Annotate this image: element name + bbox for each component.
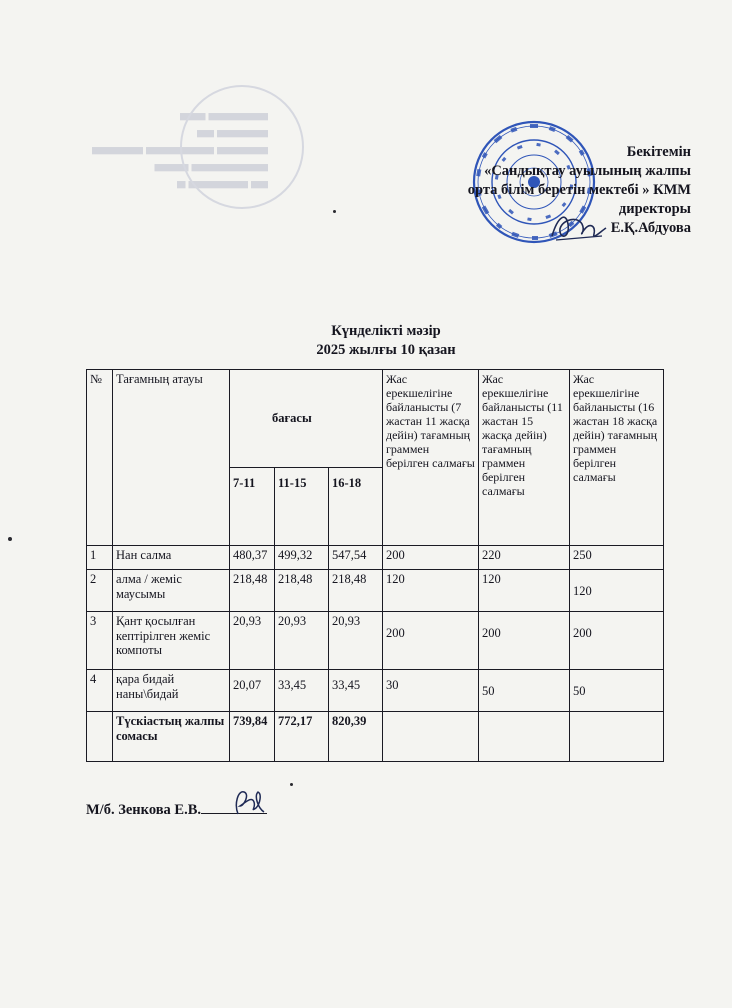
row-weight-11-15: 120 [479, 570, 570, 612]
header-number: № [87, 370, 113, 546]
row-weight-7-11: 30 [383, 670, 479, 712]
header-food-name: Тағамның атауы [113, 370, 230, 546]
total-price-11-15: 772,17 [275, 712, 329, 762]
row-weight-16-18: 50 [570, 670, 664, 712]
total-price-16-18: 820,39 [329, 712, 383, 762]
table-row [87, 670, 664, 712]
row-price-11-15: 218,48 [275, 570, 329, 612]
row-weight-7-11: 200 [383, 546, 479, 570]
header-weight-16-18: Жас ерекшелігіне байланысты (16 жастан 18 жасқа дейін) тағамның граммен берілген салмағы [570, 370, 664, 546]
row-weight-11-15: 50 [479, 670, 570, 712]
row-price-7-11: 218,48 [230, 570, 275, 612]
approval-block [468, 143, 691, 238]
row-price-11-15: 499,32 [275, 546, 329, 570]
bleed-through-text: ▀▀▀▀▀▀▀ ▀▀▀ ▀▀▀▀▀▀ ▀▀ ▀▀▀▀▀▀ ▀▀▀▀▀▀▀▀ ▀▀▀▀▀▀ ▀▀▀▀▀▀▀▀▀ ▀▀▀▀ ▀▀ ▀▀▀▀▀▀▀ ▀ [92, 113, 269, 195]
row-weight-16-18: 250 [570, 546, 664, 570]
total-price-7-11: 739,84 [230, 712, 275, 762]
scan-speck [290, 783, 293, 786]
total-weight-empty [570, 712, 664, 762]
row-weight-11-15: 220 [479, 546, 570, 570]
scan-speck [333, 210, 336, 213]
row-weight-16-18: 200 [570, 612, 664, 670]
row-price-16-18: 547,54 [329, 546, 383, 570]
row-price-11-15: 33,45 [275, 670, 329, 712]
row-weight-7-11: 120 [383, 570, 479, 612]
row-number: 2 [87, 570, 113, 612]
row-food-name: алма / жеміс маусымы [113, 570, 230, 612]
header-weight-7-11: Жас ерекшелігіне байланысты (7 жастан 11 жасқа дейін) тағамның граммен берілген салмағы [383, 370, 479, 546]
header-weight-11-15: Жас ерекшелігіне байланысты (11 жастан 15 жасқа дейін) тағамның граммен берілген салмағы [479, 370, 570, 546]
total-label: Түскіастың жалпы сомасы [113, 712, 230, 762]
total-number-empty [87, 712, 113, 762]
row-number: 3 [87, 612, 113, 670]
approval-line-position: директоры [618, 201, 691, 217]
total-weight-empty [479, 712, 570, 762]
row-price-7-11: 480,37 [230, 546, 275, 570]
daily-menu-table [86, 369, 664, 762]
table-row [87, 570, 664, 612]
row-weight-11-15: 200 [479, 612, 570, 670]
row-price-16-18: 20,93 [329, 612, 383, 670]
header-price: бағасы [230, 370, 383, 468]
approval-line-approve: Бекітемін [626, 144, 691, 160]
approval-line-director-name: Е.Қ.Абдуова [610, 220, 691, 236]
subheader-price-16-18: 16-18 [329, 468, 383, 546]
row-food-name: Нан салма [113, 546, 230, 570]
bleed-through-circle [180, 85, 304, 209]
row-price-16-18: 218,48 [329, 570, 383, 612]
row-food-name: Қант қосылған кептірілген жеміс компоты [113, 612, 230, 670]
row-price-11-15: 20,93 [275, 612, 329, 670]
row-weight-16-18: 120 [570, 570, 664, 612]
scan-speck [8, 537, 12, 541]
subheader-price-11-15: 11-15 [275, 468, 329, 546]
row-price-7-11: 20,93 [230, 612, 275, 670]
row-number: 1 [87, 546, 113, 570]
total-weight-empty [383, 712, 479, 762]
approval-line-organization: орта білім беретін мектебі » КММ [467, 182, 691, 198]
table-row [87, 612, 664, 670]
subheader-price-7-11: 7-11 [230, 468, 275, 546]
approval-line-school: «Сандықтау ауылының жалпы [484, 163, 691, 179]
row-number: 4 [87, 670, 113, 712]
menu-date: 2025 жылғы 10 қазан [316, 342, 456, 358]
row-price-16-18: 33,45 [329, 670, 383, 712]
menu-title: Күнделікті мәзір [331, 323, 441, 339]
table-header-row [87, 370, 664, 468]
signature-label: М/б. Зенкова Е.В. [86, 802, 202, 818]
handwritten-signature [228, 786, 268, 818]
table-row [87, 546, 664, 570]
table-total-row [87, 712, 664, 762]
row-food-name: қара бидай наны\бидай [113, 670, 230, 712]
document-title [0, 322, 732, 360]
row-weight-7-11: 200 [383, 612, 479, 670]
row-price-7-11: 20,07 [230, 670, 275, 712]
